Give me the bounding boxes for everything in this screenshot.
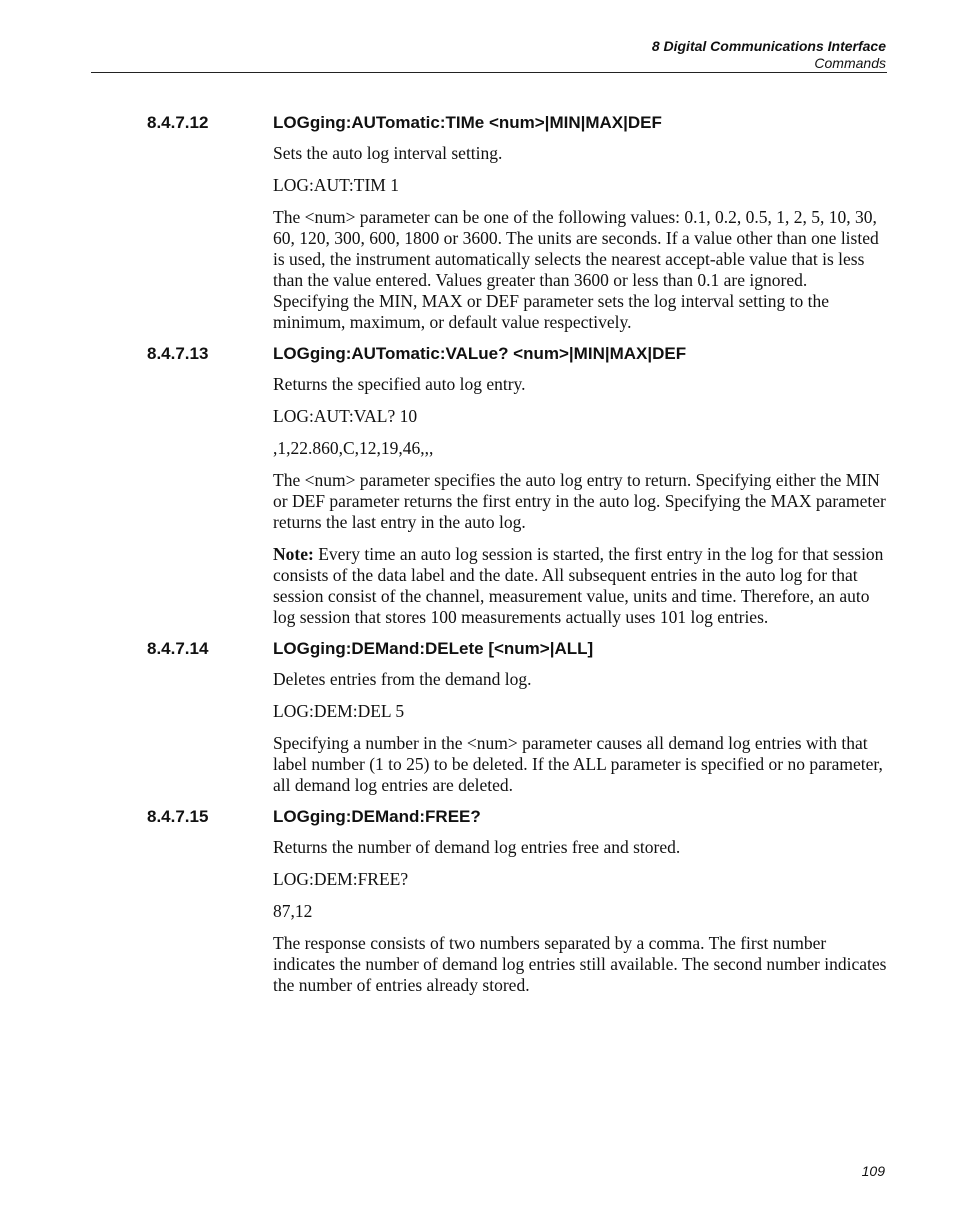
section-number: 8.4.7.15 [147,807,209,826]
note-text: Every time an auto log session is started, the first entry in the log for that session consists of the data label and the date. All subsequent entries in the auto log for that session consist of the channel, measurement value, units and time. Therefore, an auto log session that stores 100 measurements actually uses 101 log entries. [273,544,884,627]
section-number: 8.4.7.14 [147,639,209,658]
header-divider [91,72,887,73]
description: Returns the number of demand log entries free and stored. [273,837,681,857]
page-number: 109 [861,1163,885,1179]
section-logging-demand-delete [147,639,887,796]
running-header [652,38,886,72]
section-number: 8.4.7.12 [147,113,209,132]
description: Returns the specified auto log entry. [273,374,526,394]
chapter-title: 8 Digital Communications Interface [651,38,886,54]
note [273,544,887,628]
section-heading [147,344,887,364]
section-number: 8.4.7.13 [147,344,209,363]
note-label: Note: [273,544,314,564]
section-logging-automatic-time [147,113,887,333]
section-body [273,837,887,996]
section-title: LOGging:DEMand:DELete [<num>|ALL] [273,639,594,658]
description: Deletes entries from the demand log. [273,669,532,689]
example-command: LOG:AUT:TIM 1 [273,175,399,195]
explanation: The <num> parameter specifies the auto log entry to return. Specifying either the MIN or DEF parameter returns the first entry in the auto log. Specifying the MAX parameter returns the last entry in the auto log. [273,470,886,532]
example-command: LOG:DEM:DEL 5 [273,701,405,721]
description: Sets the auto log interval setting. [273,143,503,163]
section-title: LOGging:AUTomatic:VALue? <num>|MIN|MAX|DEF [273,344,687,363]
section-body [273,374,887,628]
explanation: Specifying a number in the <num> parameter causes all demand log entries with that label number (1 to 25) to be deleted. If the ALL parameter is specified or no parameter, all demand log entries are deleted. [273,733,883,795]
section-body [273,669,887,796]
example-response: ,1,22.860,C,12,19,46,,, [273,438,434,458]
section-heading [147,639,887,659]
page-content [147,113,887,1007]
example-response: 87,12 [273,901,313,921]
explanation: The response consists of two numbers separated by a comma. The first number indicates the number of demand log entries still available. The second number indicates the number of entries already stored. [273,933,887,995]
section-heading [147,113,887,133]
section-heading [147,807,887,827]
section-logging-automatic-value [147,344,887,628]
section-logging-demand-free [147,807,887,996]
section-title: LOGging:AUTomatic:TIMe <num>|MIN|MAX|DEF [273,113,662,132]
example-command: LOG:DEM:FREE? [273,869,409,889]
explanation: The <num> parameter can be one of the following values: 0.1, 0.2, 0.5, 1, 2, 5, 10, 30, 60, 120, 300, 600, 1800 or 3600. The units are seconds. If a value other than one listed is used, the instrument automatically selects the nearest accept-able value that is less than the value entered. Values greater than 3600 or less than 0.1 are ignored. Specifying the MIN, MAX or DEF parameter sets the log interval setting to the minimum, maximum, or default value respectively. [273,207,879,332]
section-subtitle: Commands [814,55,886,71]
example-command: LOG:AUT:VAL? 10 [273,406,418,426]
section-body [273,143,887,333]
section-title: LOGging:DEMand:FREE? [273,807,481,826]
